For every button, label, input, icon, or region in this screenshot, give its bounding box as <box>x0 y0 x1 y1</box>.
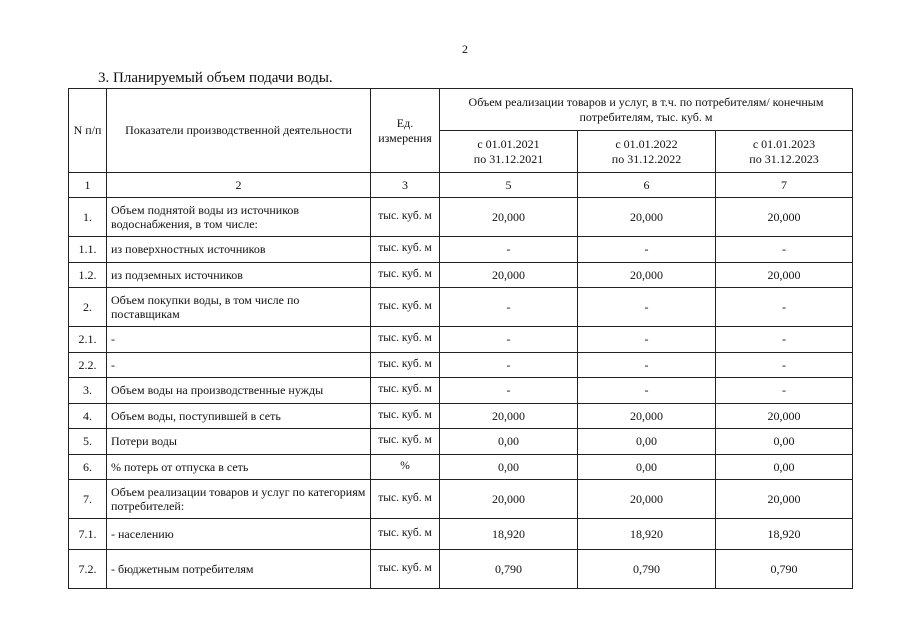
column-number: 2 <box>107 173 371 198</box>
row-value-2023: - <box>716 352 853 378</box>
row-value-2023: 0,00 <box>716 454 853 480</box>
row-indicator: - населению <box>107 519 371 550</box>
row-indicator: Потери воды <box>107 429 371 455</box>
period-from: с 01.01.2021 <box>477 137 540 152</box>
section-title: 3. Планируемый объем подачи воды. <box>98 70 333 86</box>
row-number: 5. <box>69 429 107 455</box>
row-value-2023: 20,000 <box>716 262 853 288</box>
table-row <box>69 550 853 589</box>
row-indicator: Объем воды на производственные нужды <box>107 378 371 404</box>
row-indicator: Объем поднятой воды из источников водоснабжения, в том числе: <box>107 198 371 237</box>
row-indicator: % потерь от отпуска в сеть <box>107 454 371 480</box>
row-value-2023: - <box>716 288 853 327</box>
row-value-2023: 20,000 <box>716 480 853 519</box>
table-row <box>69 429 853 455</box>
column-number: 7 <box>716 173 853 198</box>
row-value-2022: - <box>578 352 716 378</box>
row-unit: тыс. куб. м <box>371 262 440 288</box>
row-number: 2.2. <box>69 352 107 378</box>
table-row <box>69 198 853 237</box>
row-indicator: - бюджетным потребителям <box>107 550 371 589</box>
row-value-2021: 20,000 <box>440 198 578 237</box>
row-unit: тыс. куб. м <box>371 327 440 353</box>
row-value-2021: - <box>440 237 578 263</box>
row-value-2023: 0,790 <box>716 550 853 589</box>
row-value-2022: 0,00 <box>578 429 716 455</box>
row-unit: тыс. куб. м <box>371 352 440 378</box>
table-row <box>69 262 853 288</box>
row-indicator: Объем воды, поступившей в сеть <box>107 403 371 429</box>
header-period-2022 <box>578 131 716 173</box>
table-row <box>69 480 853 519</box>
row-value-2021: - <box>440 327 578 353</box>
row-unit: тыс. куб. м <box>371 480 440 519</box>
column-number: 6 <box>578 173 716 198</box>
row-value-2022: 0,790 <box>578 550 716 589</box>
row-unit: % <box>371 454 440 480</box>
row-value-2022: - <box>578 237 716 263</box>
row-value-2021: - <box>440 352 578 378</box>
table-row <box>69 519 853 550</box>
header-num: N п/п <box>69 89 107 173</box>
water-supply-table <box>68 88 853 589</box>
row-value-2021: - <box>440 288 578 327</box>
period-from: с 01.01.2022 <box>615 137 678 152</box>
row-indicator: Объем реализации товаров и услуг по категориям потребителей: <box>107 480 371 519</box>
row-unit: тыс. куб. м <box>371 378 440 404</box>
row-unit: тыс. куб. м <box>371 288 440 327</box>
row-value-2023: 20,000 <box>716 403 853 429</box>
row-value-2022: - <box>578 288 716 327</box>
row-number: 7.2. <box>69 550 107 589</box>
period-to: по 31.12.2021 <box>473 151 544 166</box>
header-group: Объем реализации товаров и услуг, в т.ч. по потребителям/ конечным потребителям, тыс. куб. м <box>440 89 853 131</box>
row-value-2022: 20,000 <box>578 403 716 429</box>
header-period-2023 <box>716 131 853 173</box>
row-value-2021: 0,00 <box>440 429 578 455</box>
table-row <box>69 454 853 480</box>
row-unit: тыс. куб. м <box>371 519 440 550</box>
row-unit: тыс. куб. м <box>371 550 440 589</box>
row-unit: тыс. куб. м <box>371 429 440 455</box>
row-value-2022: - <box>578 327 716 353</box>
header-unit: Ед. измерения <box>371 89 440 173</box>
table-row <box>69 237 853 263</box>
row-value-2022: 0,00 <box>578 454 716 480</box>
row-indicator: - <box>107 352 371 378</box>
header-row <box>69 89 853 131</box>
row-value-2021: 20,000 <box>440 480 578 519</box>
column-number: 5 <box>440 173 578 198</box>
row-indicator: - <box>107 327 371 353</box>
row-value-2023: - <box>716 378 853 404</box>
row-number: 2. <box>69 288 107 327</box>
row-value-2021: 0,00 <box>440 454 578 480</box>
row-value-2023: 18,920 <box>716 519 853 550</box>
row-unit: тыс. куб. м <box>371 198 440 237</box>
period-to: по 31.12.2022 <box>611 151 682 166</box>
header-period-2021 <box>440 131 578 173</box>
row-number: 1.2. <box>69 262 107 288</box>
page-number: 2 <box>462 42 468 56</box>
row-number: 3. <box>69 378 107 404</box>
table-row <box>69 378 853 404</box>
row-value-2022: 20,000 <box>578 198 716 237</box>
table-row <box>69 403 853 429</box>
row-number: 2.1. <box>69 327 107 353</box>
row-value-2021: 20,000 <box>440 262 578 288</box>
table-row <box>69 352 853 378</box>
row-indicator: Объем покупки воды, в том числе по поставщикам <box>107 288 371 327</box>
column-numbers-row <box>69 173 853 198</box>
header-indicator: Показатели производственной деятельности <box>107 89 371 173</box>
row-number: 7.1. <box>69 519 107 550</box>
row-value-2023: - <box>716 327 853 353</box>
row-number: 4. <box>69 403 107 429</box>
row-unit: тыс. куб. м <box>371 237 440 263</box>
row-value-2021: 20,000 <box>440 403 578 429</box>
row-value-2021: 18,920 <box>440 519 578 550</box>
column-number: 3 <box>371 173 440 198</box>
row-value-2022: 20,000 <box>578 480 716 519</box>
row-value-2022: - <box>578 378 716 404</box>
row-unit: тыс. куб. м <box>371 403 440 429</box>
row-value-2023: 0,00 <box>716 429 853 455</box>
row-number: 6. <box>69 454 107 480</box>
row-indicator: из подземных источников <box>107 262 371 288</box>
row-value-2022: 18,920 <box>578 519 716 550</box>
row-number: 1.1. <box>69 237 107 263</box>
period-to: по 31.12.2023 <box>749 151 819 166</box>
column-number: 1 <box>69 173 107 198</box>
row-indicator: из поверхностных источников <box>107 237 371 263</box>
row-value-2023: - <box>716 237 853 263</box>
table-row <box>69 288 853 327</box>
row-value-2022: 20,000 <box>578 262 716 288</box>
row-value-2021: - <box>440 378 578 404</box>
row-number: 1. <box>69 198 107 237</box>
period-from: с 01.01.2023 <box>752 137 816 152</box>
row-value-2023: 20,000 <box>716 198 853 237</box>
row-number: 7. <box>69 480 107 519</box>
row-value-2021: 0,790 <box>440 550 578 589</box>
table-row <box>69 327 853 353</box>
